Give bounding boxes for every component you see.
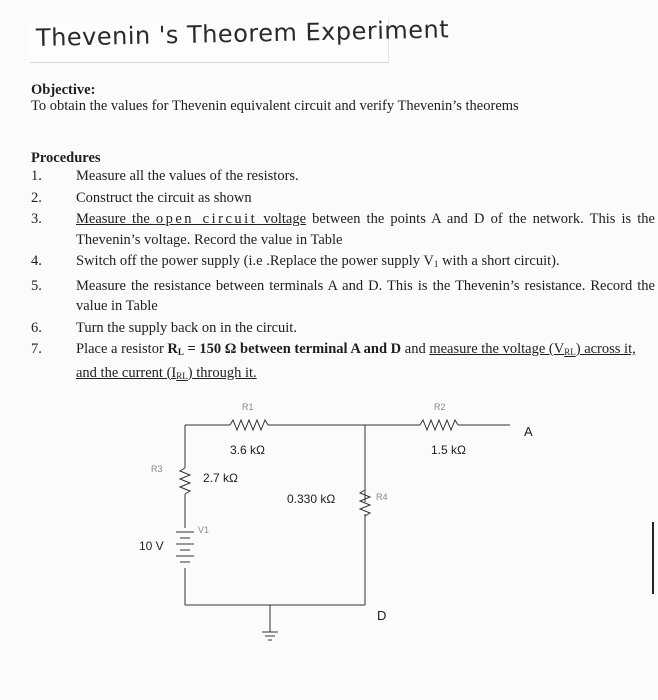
- circuit-diagram: [0, 390, 658, 660]
- step-text: Switch off the power supply (i.e .Replace the power supply V: [76, 253, 434, 269]
- resistor-r1-symbol: [230, 420, 268, 430]
- procedure-step-5: [31, 276, 655, 317]
- step-underlined-voltage: voltage: [257, 211, 307, 227]
- subscript-rl-voltage: RL: [564, 347, 576, 357]
- step-number: 1.: [31, 168, 42, 184]
- resistor-r2-symbol: [420, 420, 458, 430]
- r4-value: 0.330 kΩ: [287, 492, 336, 506]
- step-bold-text: = 150 Ω between terminal A and D: [183, 341, 402, 357]
- ground-icon: [262, 632, 278, 640]
- resistor-r3-symbol: [180, 468, 190, 494]
- subscript-rl-current: RL: [176, 370, 188, 381]
- r3-label: R3: [151, 464, 163, 474]
- procedure-step-6: [31, 318, 655, 339]
- step-text: between the points A and D of the network. This is the Thevenin’s voltage. Record the value in Table: [76, 211, 655, 248]
- step-number: 2.: [31, 189, 42, 206]
- r1-label: R1: [242, 402, 254, 412]
- terminal-a-label: A: [524, 424, 533, 439]
- step-text-end: with a short circuit).: [438, 253, 560, 269]
- step-bold-rl: R: [167, 341, 178, 357]
- procedure-step-3: [31, 209, 655, 250]
- step-text: Measure the resistance between terminals A and D. This is the Thevenin’s resistance. Record the value in Table: [76, 277, 655, 314]
- page-edge-line: [652, 522, 654, 594]
- v1-label: V1: [198, 525, 210, 535]
- r2-label: R2: [434, 402, 446, 412]
- step-underlined-measure: Measure the: [76, 211, 156, 227]
- step-text-mid: and: [401, 341, 430, 357]
- step-text: Place a resistor: [76, 341, 168, 357]
- step-number: 6.: [31, 319, 42, 336]
- r2-value: 1.5 kΩ: [431, 443, 466, 457]
- step-number: 4.: [31, 253, 42, 269]
- step-underlined-open-circuit: open circuit: [155, 211, 258, 227]
- step-text: Turn the supply back on in the circuit.: [76, 319, 297, 336]
- step-text: Construct the circuit as shown: [76, 189, 252, 206]
- procedure-step-2: [31, 188, 655, 209]
- battery-v1-symbol: [176, 532, 194, 562]
- step-number: 5.: [31, 277, 42, 294]
- v1-value: 10 V: [139, 539, 164, 553]
- procedures-heading: Procedures: [31, 150, 101, 166]
- subscript-l: L: [177, 347, 184, 357]
- objective-heading: Objective:: [31, 82, 96, 98]
- objective-text: To obtain the values for Thevenin equivalent circuit and verify Thevenin’s theorems: [31, 98, 519, 114]
- procedure-step-1: [31, 166, 655, 187]
- procedure-step-4: [31, 251, 655, 275]
- step-number: 7.: [31, 341, 42, 357]
- step-number: 3.: [31, 211, 42, 227]
- procedure-step-7: [31, 339, 655, 386]
- step-underlined-end: ) through it.: [187, 364, 257, 381]
- page-title: Thevenin 's Theorem Experiment: [35, 15, 450, 52]
- r3-value: 2.7 kΩ: [203, 471, 238, 485]
- step-text: Measure all the values of the resistors.: [76, 168, 299, 184]
- step-underlined-voltage: measure the voltage (V: [429, 341, 565, 357]
- subscript-1: 1: [433, 259, 439, 269]
- procedure-list: [31, 166, 655, 386]
- r1-value: 3.6 kΩ: [230, 443, 265, 457]
- step-underlined-current: ) across it, and the current (I: [76, 341, 636, 381]
- r4-label: R4: [376, 492, 388, 502]
- terminal-d-label: D: [377, 608, 387, 623]
